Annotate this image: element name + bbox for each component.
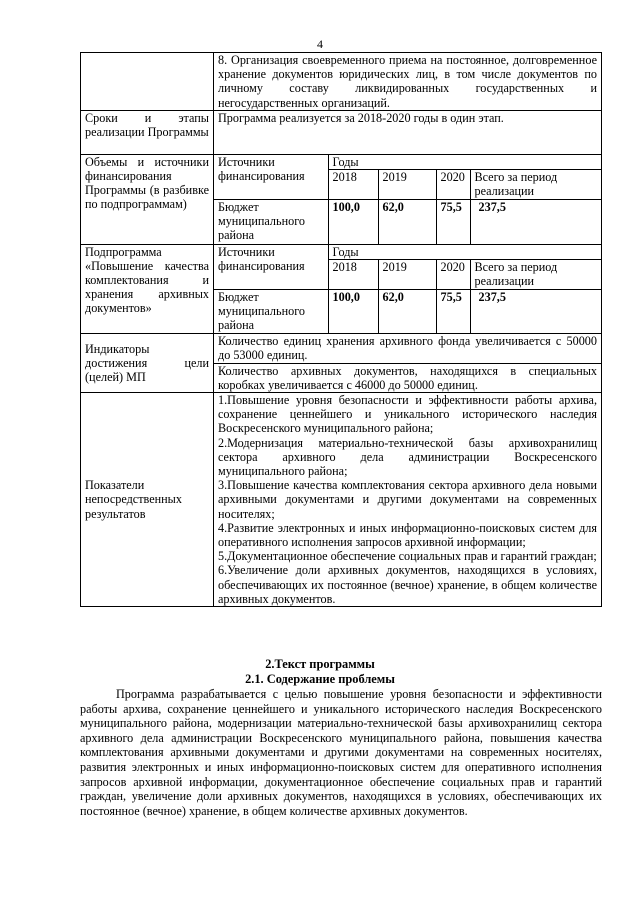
terms-label: Сроки и этапы реализации Программы <box>81 110 214 154</box>
table-row <box>81 393 602 607</box>
sub-sources-header: Источники финансирования <box>214 245 328 290</box>
sub-year-2018: 2018 <box>328 259 378 289</box>
sub-budget-label: Бюджет муниципального района <box>214 289 328 333</box>
result-item: 1.Повышение уровня безопасности и эффективности работы архива, сохранение ценнейшего и уникального исторического наследия Воскресенского муниципального района; <box>218 393 597 436</box>
org-item-cell: 8. Организация своевременного приема на постоянное, долговременное хранение документов юридических лиц, в том числе документов по личному составу ликвидированных государственных и негосударственных организаций. <box>214 53 602 111</box>
section-title: 2.Текст программы <box>265 657 375 671</box>
indicator-item: Количество единиц хранения архивного фонда увеличивается с 50000 до 53000 единиц. <box>214 334 601 363</box>
subprogram-table <box>214 245 601 334</box>
sub-value-total: 237,5 <box>470 289 601 333</box>
value-2018: 100,0 <box>328 200 378 244</box>
indicators-cell <box>214 334 602 393</box>
indicators-label: Индикаторы достижения цели (целей) МП <box>81 334 214 393</box>
sub-years-header: Годы <box>328 245 601 260</box>
indicator-item: Количество архивных документов, находящихся в специальных коробках увеличивается с 46000 до 50000 единиц. <box>218 363 597 392</box>
year-2018: 2018 <box>328 170 378 200</box>
program-passport-table <box>80 52 602 607</box>
result-item: 2.Модернизация материально-технической базы архивохранилищ сектора архивного дела администрации Воскресенского муниципального района; <box>218 435 597 479</box>
years-header: Годы <box>328 155 601 170</box>
funding-table-cell <box>214 154 602 244</box>
result-item: 6.Увеличение доли архивных документов, находящихся в условиях, обеспечивающих их постоянное (вечное) хранение, в общем количестве архивных документов. <box>218 563 597 606</box>
page-number: 4 <box>317 37 323 51</box>
value-total: 237,5 <box>470 200 601 244</box>
budget-label: Бюджет муниципального района <box>214 200 328 244</box>
result-item: 4.Развитие электронных и иных информационно-поисковых систем для оперативного исполнения запросов архивной информации; <box>218 520 597 550</box>
table-cell-empty <box>81 53 214 111</box>
section-subtitle: 2.1. Содержание проблемы <box>245 672 395 686</box>
value-2019: 62,0 <box>378 200 436 244</box>
result-item: 5.Документационное обеспечение социальных прав и гарантий граждан; <box>218 549 597 564</box>
sources-header: Источники финансирования <box>214 155 328 200</box>
table-row <box>81 334 602 393</box>
subprogram-label: Подпрограмма «Повышение качества комплектования и хранения архивных документов» <box>81 244 214 334</box>
results-label: Показатели непосредственных результатов <box>81 393 214 607</box>
sub-value-2020: 75,5 <box>436 289 470 333</box>
sub-year-2020: 2020 <box>436 259 470 289</box>
total-header: Всего за период реализации <box>470 170 601 200</box>
value-2020: 75,5 <box>436 200 470 244</box>
table-row <box>81 154 602 244</box>
funding-label: Объемы и источники финансирования Программы (в разбивке по подпрограммам) <box>81 154 214 244</box>
year-2019: 2019 <box>378 170 436 200</box>
funding-table <box>214 155 601 244</box>
sub-total-header: Всего за период реализации <box>470 259 601 289</box>
table-row <box>81 53 602 111</box>
sub-value-2019: 62,0 <box>378 289 436 333</box>
sub-value-2018: 100,0 <box>328 289 378 333</box>
result-item: 3.Повышение качества комплектования сектора архивного дела новыми архивными документами и другими документами на современных носителях; <box>218 478 597 521</box>
year-2020: 2020 <box>436 170 470 200</box>
terms-value: Программа реализуется за 2018-2020 годы в один этап. <box>214 110 602 154</box>
table-row <box>81 244 602 334</box>
results-cell <box>214 393 602 607</box>
table-row <box>81 110 602 154</box>
sub-year-2019: 2019 <box>378 259 436 289</box>
subprogram-table-cell <box>214 244 602 334</box>
section-paragraph: Программа разрабатывается с целью повышение уровня безопасности и эффективности работы архива, сохранение ценнейшего и уникального исторического наследия Воскресенского муниципального района, модернизации материально-технической базы архивохранилищ сектора архивного дела администрации Воскресенского муниципального района, повышения качества комплектования архивными документами и другими документами на современных носителях, развития электронных и иных информационно-поисковых систем для оперативного исполнения запросов архивной информации, документационное обеспечение социальных прав и гарантий граждан, увеличение доли архивных документов, находящихся в условиях, обеспечивающих их постоянное (вечное) хранение, в общем количестве архивных документов. <box>80 687 602 818</box>
